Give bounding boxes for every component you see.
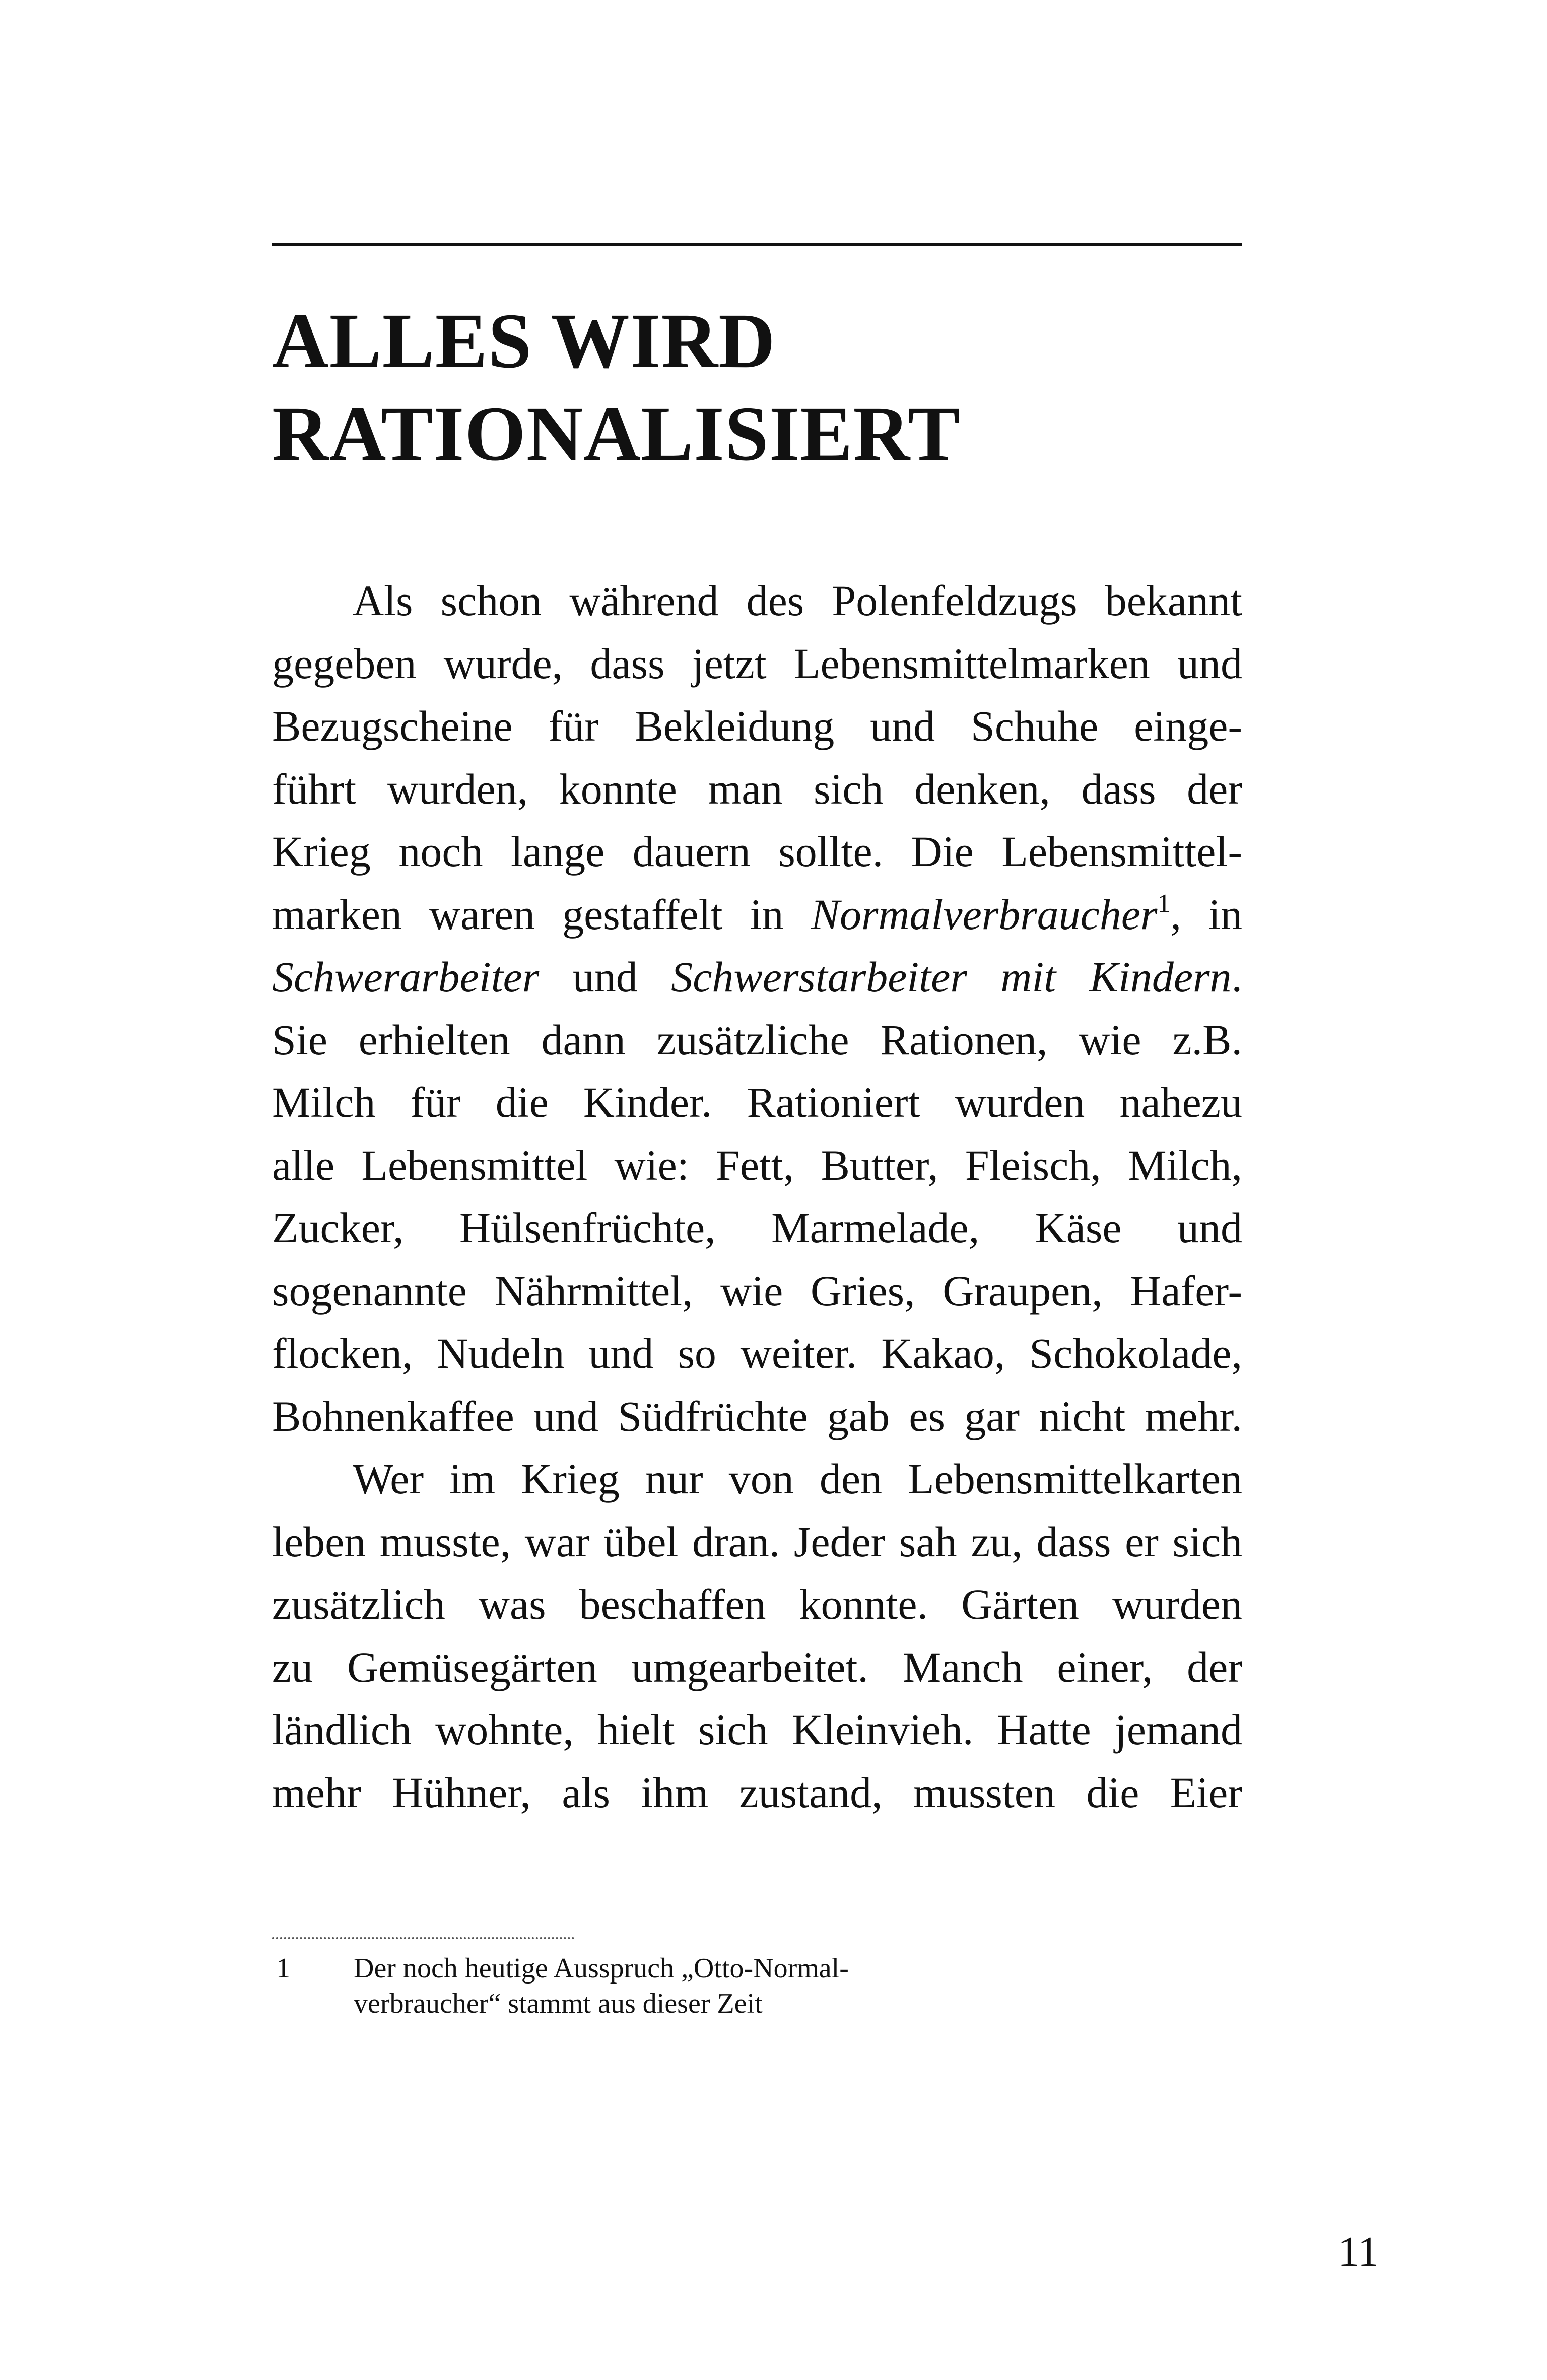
text-line [272, 946, 1242, 1009]
text-line: Bezugscheine für Bekleidung und Schuhe einge- [272, 702, 1242, 750]
top-rule [272, 243, 1242, 246]
text-segment: , in [1170, 890, 1242, 939]
text-segment: marken waren gestaffelt in [272, 890, 811, 939]
body-text [272, 569, 1242, 1824]
text-line: Bohnenkaffee und Südfrüchte gab es gar nicht mehr. [272, 1392, 1242, 1440]
text-line: Milch für die Kinder. Rationiert wurden nahezu [272, 1078, 1242, 1127]
text-line: sogenannte Nährmittel, wie Gries, Graupen, Hafer- [272, 1266, 1242, 1315]
footnote-text [354, 1951, 958, 2021]
text-line: Sie erhielten dann zusätzliche Rationen, wie z.B. [272, 1015, 1242, 1064]
text-line: leben musste, war übel dran. Jeder sah zu, dass er sich [272, 1517, 1242, 1566]
footnote-line: verbraucher“ stammt aus dieser Zeit [354, 1988, 763, 2019]
text-line: flocken, Nudeln und so weiter. Kakao, Schokolade, [272, 1329, 1242, 1377]
page-number: 11 [1338, 2228, 1379, 2275]
text-line: Als schon während des Polenfeldzugs bekannt [353, 576, 1242, 625]
chapter-title-line-2: RATIONALISIERT [272, 390, 961, 477]
footnote-number: 1 [276, 1953, 290, 1984]
text-line: zu Gemüsegärten umgearbeitet. Manch einer, der [272, 1642, 1242, 1691]
text-line: alle Lebensmittel wie: Fett, Butter, Fleisch, Milch, [272, 1141, 1242, 1189]
text-line: Krieg noch lange dauern sollte. Die Lebensmittel- [272, 827, 1242, 876]
text-line [272, 883, 1242, 946]
text-segment: und [539, 953, 671, 1001]
text-line: gegeben wurde, dass jetzt Lebensmittelmarken und [272, 639, 1242, 688]
text-line: Wer im Krieg nur von den Lebensmittelkarten [353, 1455, 1242, 1503]
footnote-rule [272, 1937, 574, 1939]
text-line: Zucker, Hülsenfrüchte, Marmelade, Käse und [272, 1204, 1242, 1252]
text-line: führt wurden, konnte man sich denken, dass der [272, 764, 1242, 813]
italic-term: Normalverbraucher [811, 890, 1158, 939]
text-segment: . [1231, 953, 1243, 1001]
text-line: zusätzlich was beschaffen konnte. Gärten wurden [272, 1580, 1242, 1628]
italic-term: Schwerarbeiter [272, 953, 540, 1001]
footnote-line: Der noch heutige Ausspruch „Otto-Normal- [354, 1953, 849, 1984]
chapter-title [272, 295, 1242, 480]
chapter-title-line-1: ALLES WIRD [272, 297, 776, 384]
footnote-marker: 1 [1157, 889, 1171, 918]
text-line: mehr Hühner, als ihm zustand, mussten die Eier [272, 1768, 1242, 1817]
italic-term: Schwerstarbeiter mit Kindern [671, 953, 1232, 1001]
text-line: ländlich wohnte, hielt sich Kleinvieh. Hatte jemand [272, 1705, 1242, 1754]
